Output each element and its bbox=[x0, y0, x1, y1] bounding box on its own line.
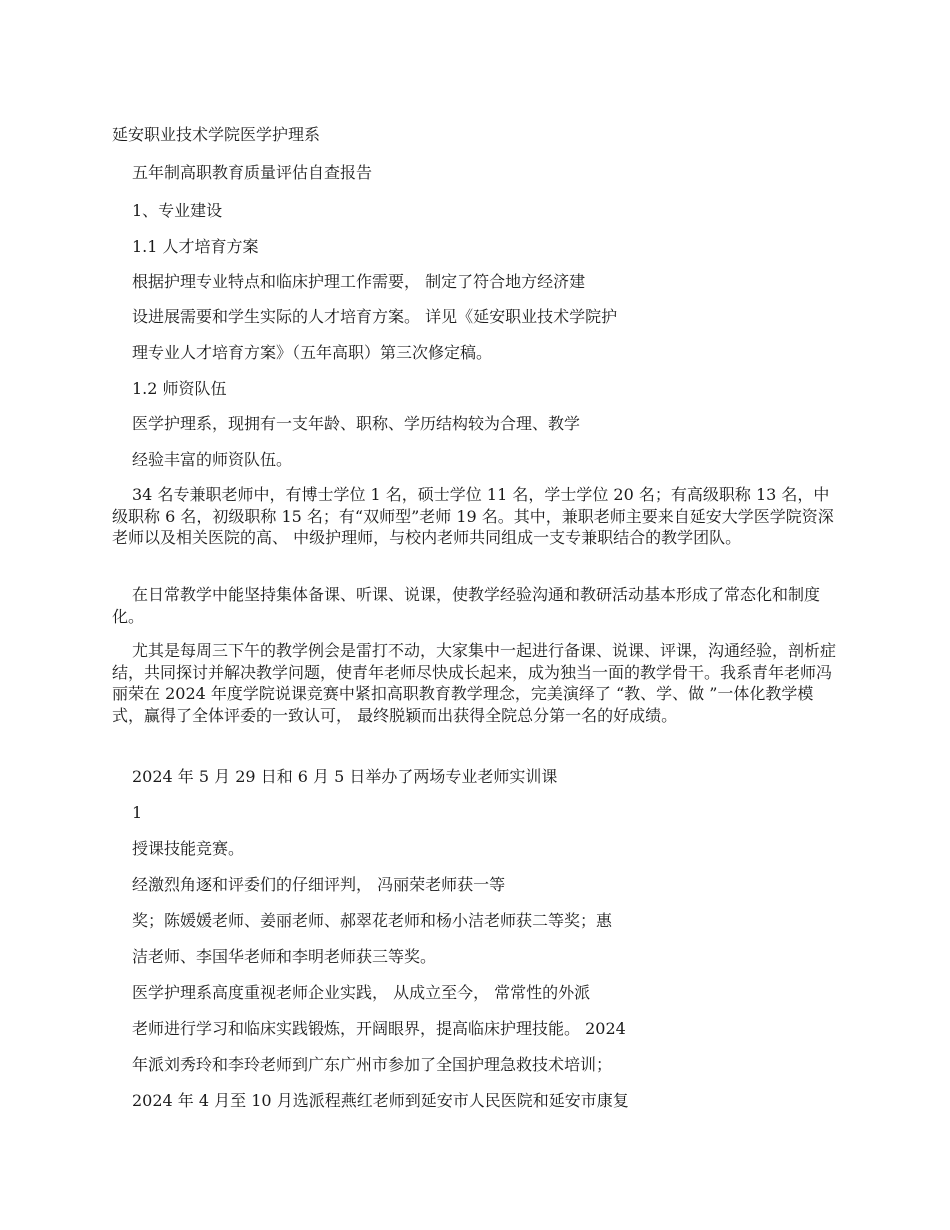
paragraph-line: 洁老师、李国华老师和李明老师获三等奖。 bbox=[132, 947, 437, 966]
paragraph-line: 经验丰富的师资队伍。 bbox=[132, 450, 293, 469]
section-heading-1-1: 1.1 人才培育方案 bbox=[132, 237, 259, 256]
paragraph-line: 经激烈角逐和评委们的仔细评判， 冯丽荣老师获一等 bbox=[132, 875, 506, 894]
paragraph-weekly-meeting: 尤其是每周三下午的教学例会是雷打不动，大家集中一起进行备课、说课、评课，沟通经验，剖析症结，共同探讨并解决教学问题，使青年老师尽快成长起来，成为独当一面的教学骨干。我系青年老师冯丽荣在 2024 年度学院说课竞赛中紧扣高职教育教学理念，完美演绎了 “教、学、做 ”一体化教学模式，赢得了全体评委的一致认可， 最终脱颖而出获得全院总分第一名的好成绩。 bbox=[112, 641, 837, 725]
document-title: 延安职业技术学院医学护理系 bbox=[112, 125, 321, 144]
paragraph-faculty: 34 名专兼职老师中，有博士学位 1 名，硕士学位 11 名，学士学位 20 名；有高级职称 13 名，中级职称 6 名，初级职称 15 名；有“双师型”老师 19 名。其中，兼职老师主要来自延安大学医学院资深老师以及相关医院的高、 中级护理师，与校内老师共同组成一支专兼职结合的教学团队。 bbox=[112, 485, 834, 547]
paragraph-line: 老师进行学习和临床实践锻炼，开阔眼界，提高临床护理技能。 2024 bbox=[132, 1019, 626, 1038]
page-number: 1 bbox=[132, 803, 143, 822]
paragraph-line: 理专业人才培育方案》（五年高职）第三次修定稿。 bbox=[132, 343, 493, 362]
paragraph-line: 授课技能竞赛。 bbox=[132, 839, 245, 858]
paragraph-line: 医学护理系，现拥有一支年龄、职称、学历结构较为合理、教学 bbox=[132, 414, 581, 433]
section-heading-1-2: 1.2 师资队伍 bbox=[132, 379, 227, 398]
paragraph-line: 2024 年 4 月至 10 月选派程燕红老师到延安市人民医院和延安市康复 bbox=[132, 1091, 629, 1110]
paragraph-line: 年派刘秀玲和李玲老师到广东广州市参加了全国护理急救技术培训； bbox=[132, 1055, 613, 1074]
paragraph-line: 根据护理专业特点和临床护理工作需要， 制定了符合地方经济建 bbox=[132, 272, 586, 291]
report-subtitle: 五年制高职教育质量评估自查报告 bbox=[132, 163, 373, 182]
section-heading-1: 1、专业建设 bbox=[132, 201, 223, 220]
paragraph-line: 医学护理系高度重视老师企业实践， 从成立至今， 常常性的外派 bbox=[132, 983, 591, 1002]
paragraph-line: 设进展需要和学生实际的人才培育方案。 详见《延安职业技术学院护 bbox=[132, 307, 618, 326]
paragraph-teaching-routine: 在日常教学中能坚持集体备课、听课、说课，使教学经验沟通和教研活动基本形成了常态化和制度化。 bbox=[112, 585, 821, 626]
paragraph-line: 奖；陈媛媛老师、姜丽老师、郝翠花老师和杨小洁老师获二等奖；惠 bbox=[132, 911, 613, 930]
paragraph-line: 2024 年 5 月 29 日和 6 月 5 日举办了两场专业老师实训课 bbox=[132, 767, 558, 786]
